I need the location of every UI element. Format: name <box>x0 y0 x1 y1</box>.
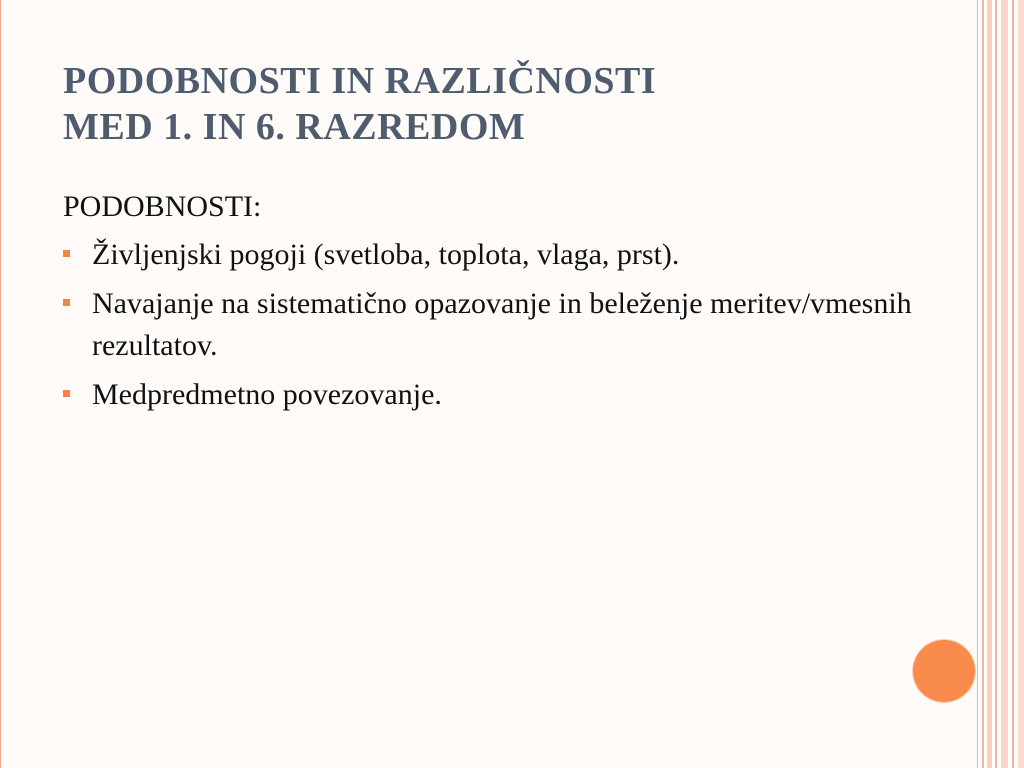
stripe <box>995 0 997 768</box>
decorative-stripes <box>979 0 1024 768</box>
bullet-list <box>63 234 923 416</box>
stripe <box>982 0 984 768</box>
accent-circle <box>913 640 975 702</box>
list-item-text: Navajanje na sistematično opazovanje in beleženje meritev/vmesnih rezultatov. <box>92 287 912 362</box>
list-item <box>63 234 923 276</box>
slide-content <box>63 186 923 423</box>
stripe <box>987 0 992 768</box>
square-bullet-icon <box>63 299 70 306</box>
stripe <box>1012 0 1014 768</box>
slide-title-line-1: PODOBNOSTI IN RAZLIČNOSTI <box>63 60 657 102</box>
list-item-text: Medpredmetno povezovanje. <box>92 378 442 411</box>
list-item <box>63 374 923 416</box>
slide-title-line-2: MED 1. IN 6. RAZREDOM <box>63 106 526 148</box>
square-bullet-icon <box>63 390 70 397</box>
stripe <box>1001 0 1008 768</box>
square-bullet-icon <box>63 250 70 257</box>
slide-title <box>63 58 923 150</box>
section-heading: PODOBNOSTI: <box>63 190 262 223</box>
list-item-text: Življenjski pogoji (svetloba, toplota, vlaga, prst). <box>92 238 680 271</box>
stripe <box>1018 0 1024 768</box>
list-item <box>63 283 923 367</box>
